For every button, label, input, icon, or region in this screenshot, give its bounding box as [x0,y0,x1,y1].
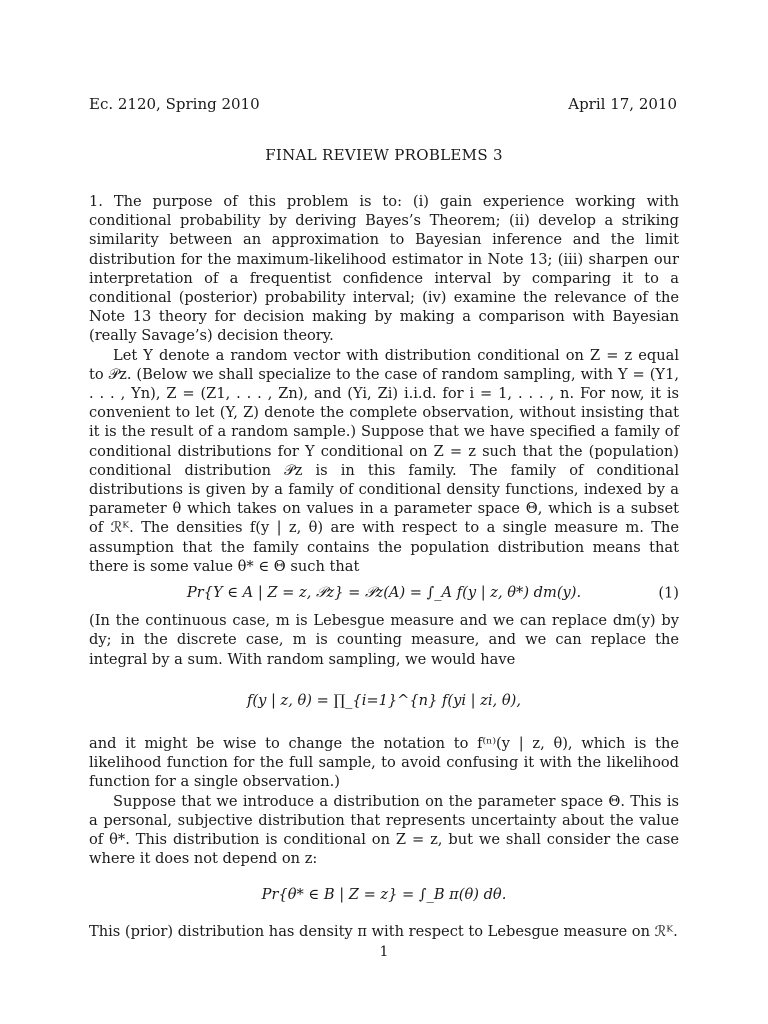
paragraph-notation: and it might be wise to change the notation to f⁽ⁿ⁾(y | z, θ), which is the likelihood function for the full sample, to avoid confusing it with the likelihood function for a single observation.) [89,735,679,791]
equation-3-text: Pr{θ* ∈ B | Z = z} = ∫_B π(θ) dθ. [261,885,507,903]
paragraph-setup: Let Y denote a random vector with distribution conditional on Z = z equal to 𝒫z. (Below we shall specialize to the case of random sampling, with Y = (Y1, . . . , Yn), Z = (Z1, . . . , Zn), and (Yi, Zi) i.i.d. for i = 1, . . . , n. For now, it is convenient to let (Y, Z) denote the complete observation, without insisting that it is the result of a random sample.) Suppose that we have specified a family of conditional distributions for Y conditional on Z = z such that the (population) conditional distribution 𝒫z is in this family. The family of conditional distributions is given by a family of conditional density functions, indexed by a parameter θ which takes on values in a parameter space Θ, which is a subset of ℛᴷ. The densities f(y | z, θ) are with respect to a single measure m. The assumption that the family contains the population distribution means that there is some value θ* ∈ Θ such that [89,346,679,575]
equation-1-text: Pr{Y ∈ A | Z = z, 𝒫z} = 𝒫z(A) = ∫_A f(y | z, θ*) dm(y). [186,584,582,602]
equation-1 [89,583,679,602]
paragraph-purpose: 1. The purpose of this problem is to: (i) gain experience working with conditional probability by deriving Bayes’s Theorem; (ii) develop a striking similarity between an approximation to Bayesian inference and the limit distribution for the maximum-likelihood estimator in Note 13; (iii) sharpen our interpretation of a frequentist confidence interval by comparing it to a conditional (posterior) probability interval; (iv) examine the relevance of the Note 13 theory for decision making by making a comparison with Bayesian (really Savage’s) decision theory. [89,193,679,345]
document-title: FINAL REVIEW PROBLEMS 3 [265,146,503,164]
equation-2-text: f(y | z, θ) = ∏_{i=1}^{n} f(yi | zi, θ), [247,691,521,709]
course-label: Ec. 2120, Spring 2010 [89,95,260,113]
paragraph-density: This (prior) distribution has density π with respect to Lebesgue measure on ℛᴷ. [89,922,678,940]
equation-2 [89,691,679,710]
page-number: 1 [379,944,389,960]
equation-1-number: (1) [658,584,679,602]
equation-3 [89,885,679,904]
paragraph-prior: Suppose that we introduce a distribution on the parameter space Θ. This is a personal, subjective distribution that represents uncertainty about the value of θ*. This distribution is conditional on Z = z, but we shall consider the case where it does not depend on z: [89,792,679,868]
paragraph-continuous-case: (In the continuous case, m is Lebesgue measure and we can replace dm(y) by dy; in the discrete case, m is counting measure, and we can replace the integral by a sum. With random sampling, we would have [89,612,679,668]
document-body [89,192,679,941]
date-label: April 17, 2010 [568,95,677,113]
